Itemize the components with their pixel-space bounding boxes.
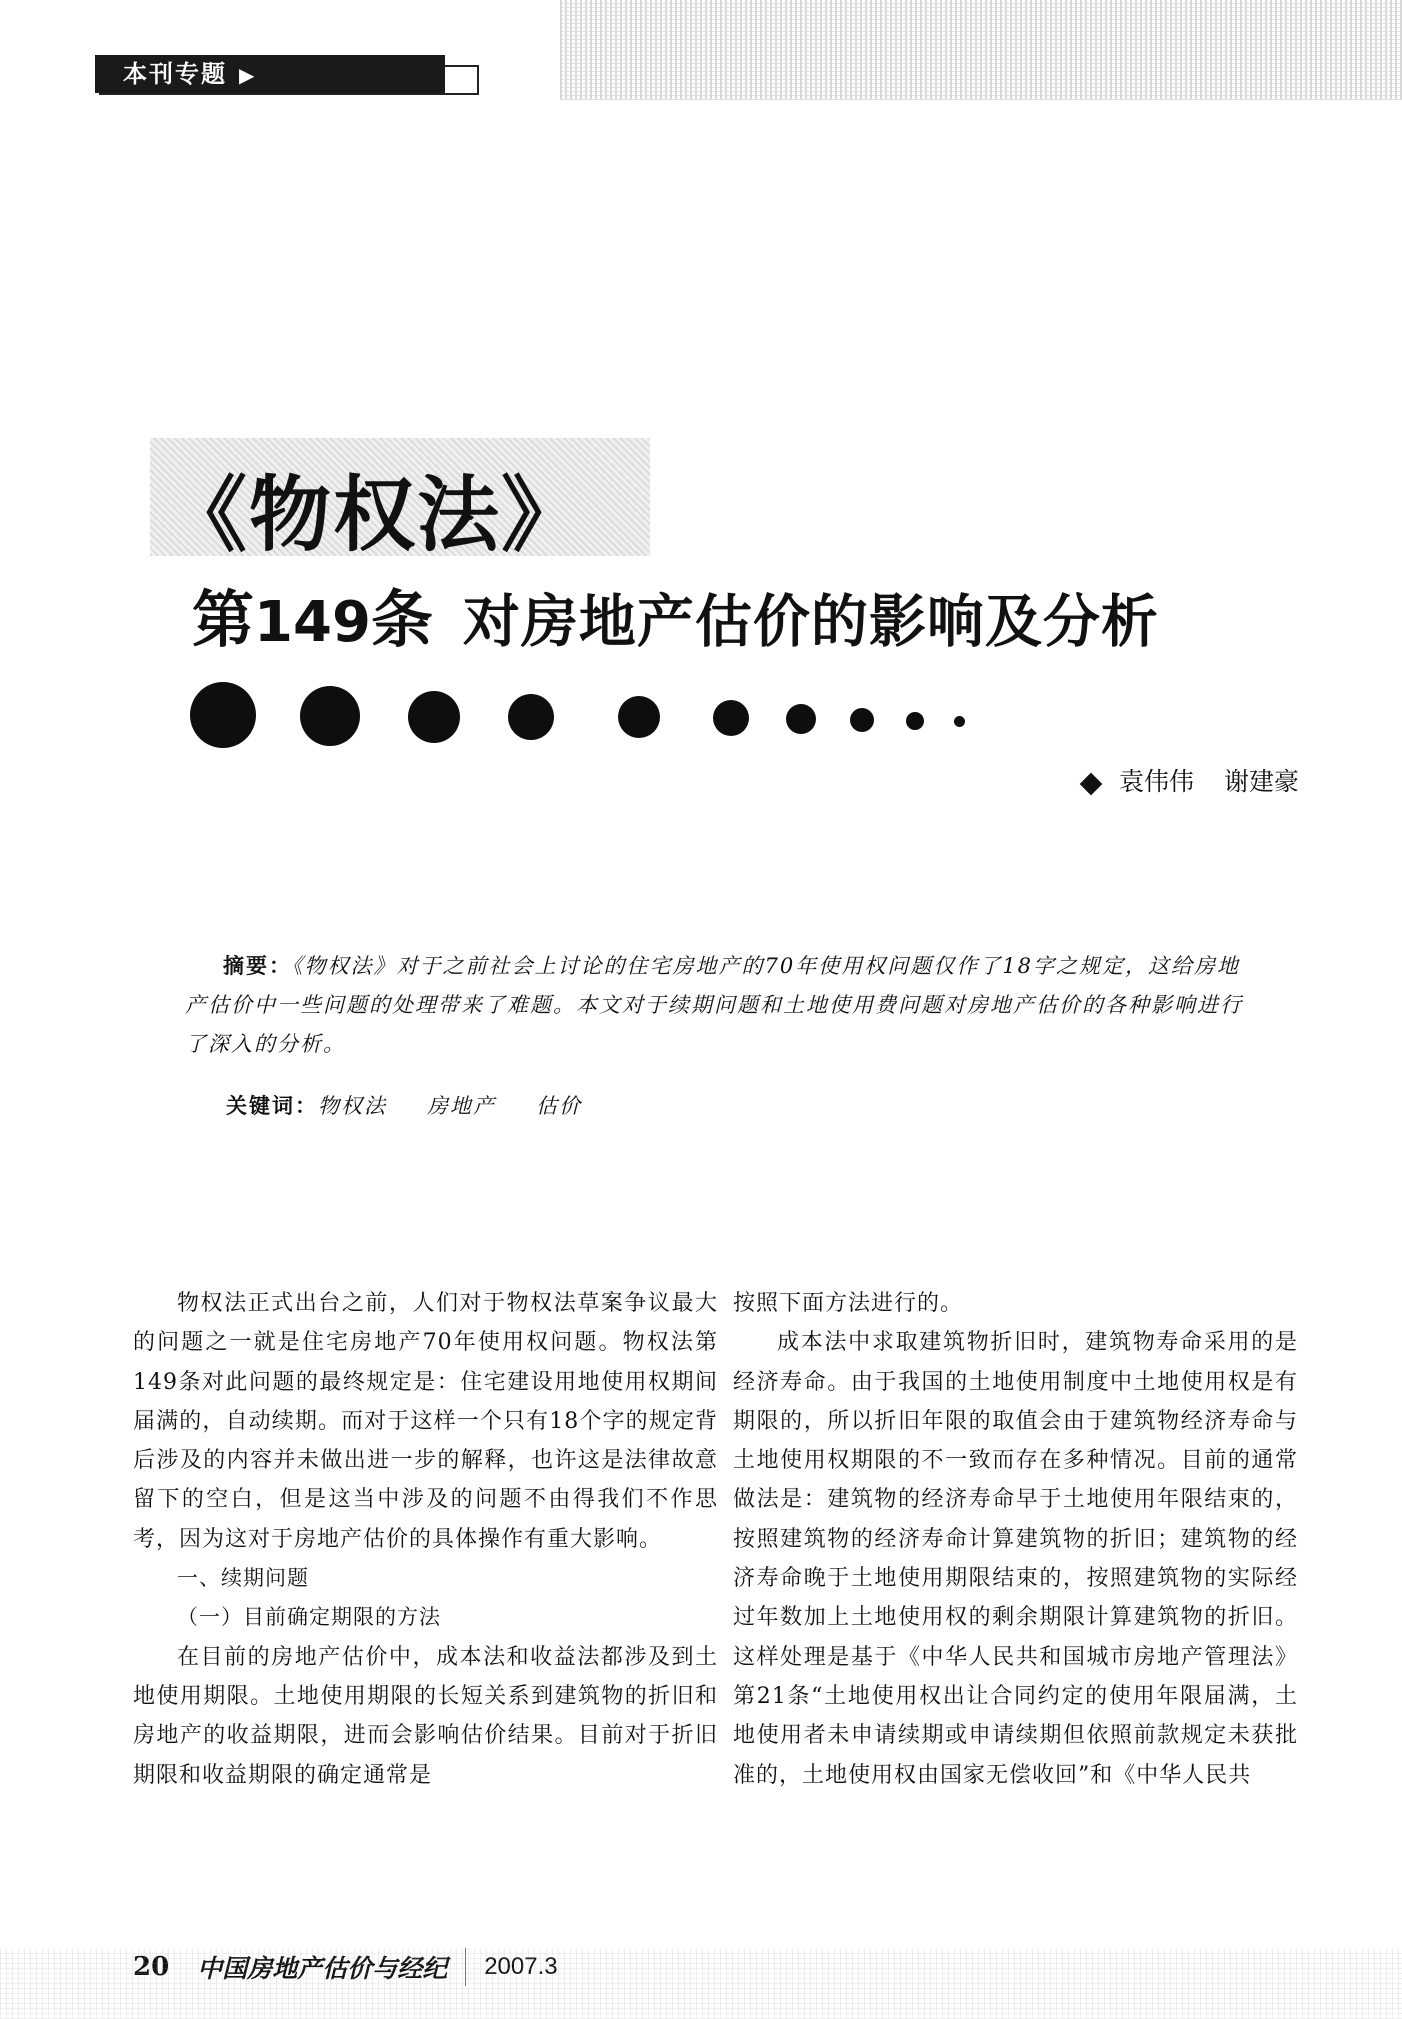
body-column-right bbox=[733, 1284, 1298, 1795]
triangle-right-icon: ▶ bbox=[239, 63, 257, 87]
decorative-dot bbox=[190, 682, 256, 748]
article-number: 149 bbox=[254, 590, 371, 655]
title-line-2 bbox=[192, 570, 1159, 659]
body-column-left bbox=[133, 1284, 718, 1795]
decorative-dot bbox=[300, 686, 360, 746]
body-paragraph: 在目前的房地产估价中，成本法和收益法都涉及到土地使用期限。土地使用期限的长短关系到建筑物的折旧和房地产的收益期限，进而会影响估价结果。目前对于折旧期限和收益期限的确定通常是 bbox=[133, 1644, 718, 1788]
body-paragraph: 物权法正式出台之前，人们对于物权法草案争议最大的问题之一就是住宅房地产70年使用权问题。物权法第149条对此问题的最终规定是：住宅建设用地使用权期间届满的，自动续期。而对于这样一个只有18个字的规定背后涉及的内容并未做出进一步的解释，也许这是法律故意留下的空白，但是这当中涉及的问题不由得我们不作思考，因为这对于房地产估价的具体操作有重大影响。 bbox=[133, 1291, 718, 1552]
author-name: 袁伟伟 bbox=[1118, 767, 1194, 796]
article-suffix: 条 bbox=[370, 583, 433, 656]
decorative-dot bbox=[408, 691, 460, 743]
page-footer bbox=[133, 1948, 558, 1988]
authors bbox=[1083, 762, 1299, 798]
issue-number: 2007.3 bbox=[484, 1953, 558, 1980]
decorative-dot bbox=[906, 712, 924, 730]
title-line-1: 《物权法》 bbox=[165, 468, 586, 563]
keyword: 估价 bbox=[536, 1094, 582, 1118]
subsection-heading: （一）目前确定期限的方法 bbox=[177, 1605, 441, 1630]
body-paragraph: 按照下面方法进行的。 bbox=[733, 1291, 964, 1316]
scan-noise-top bbox=[560, 0, 1402, 100]
decorative-dot bbox=[618, 696, 660, 738]
section-label: 本刊专题 bbox=[123, 60, 227, 88]
diamond-icon bbox=[1080, 772, 1103, 795]
body-paragraph: 成本法中求取建筑物折旧时，建筑物寿命采用的是经济寿命。由于我国的土地使用制度中土地使用权是有期限的，所以折旧年限的取值会由于建筑物经济寿命与土地使用权期限的不一致而存在多种情况。目前的通常做法是：建筑物的经济寿命早于土地使用年限结束的，按照建筑物的经济寿命计算建筑物的折旧；建筑物的经济寿命晚于土地使用期限结束的，按照建筑物的实际经过年数加上土地使用权的剩余期限计算建筑物的折旧。这样处理是基于《中华人民共和国城市房地产管理法》第21条“土地使用权出让合同约定的使用年限届满，土地使用者未申请续期或申请续期但依照前款规定未获批准的，土地使用权由国家无偿收回”和《中华人民共 bbox=[733, 1330, 1298, 1788]
keyword: 物权法 bbox=[318, 1094, 387, 1118]
article-prefix: 第 bbox=[192, 583, 255, 656]
keyword: 房地产 bbox=[427, 1094, 496, 1118]
keywords bbox=[226, 1090, 622, 1120]
decorative-dot bbox=[954, 716, 965, 727]
author-name: 谢建豪 bbox=[1223, 767, 1299, 796]
journal-name: 中国房地产估价与经纪 bbox=[197, 1954, 448, 1983]
decorative-dot bbox=[713, 700, 749, 736]
column-header bbox=[95, 55, 485, 97]
decorative-dot-row bbox=[190, 682, 1010, 762]
page-number: 20 bbox=[133, 1952, 170, 1982]
abstract bbox=[185, 946, 1245, 1064]
footer-divider bbox=[465, 1948, 466, 1986]
section-heading: 一、续期问题 bbox=[177, 1566, 309, 1591]
abstract-label: 摘要： bbox=[223, 953, 292, 978]
column-header-bar bbox=[95, 55, 445, 93]
decorative-dot bbox=[786, 704, 816, 734]
subtitle: 对房地产估价的影响及分析 bbox=[462, 589, 1159, 655]
decorative-dot bbox=[508, 694, 554, 740]
decorative-dot bbox=[850, 708, 874, 732]
keywords-label: 关键词： bbox=[226, 1093, 318, 1118]
abstract-text: 《物权法》对于之前社会上讨论的住宅房地产的70年使用权问题仅作了18字之规定，这给房地产估价中一些问题的处理带来了难题。本文对于续期问题和土地使用费问题对房地产估价的各种影响进行了深入的分析。 bbox=[185, 954, 1243, 1056]
